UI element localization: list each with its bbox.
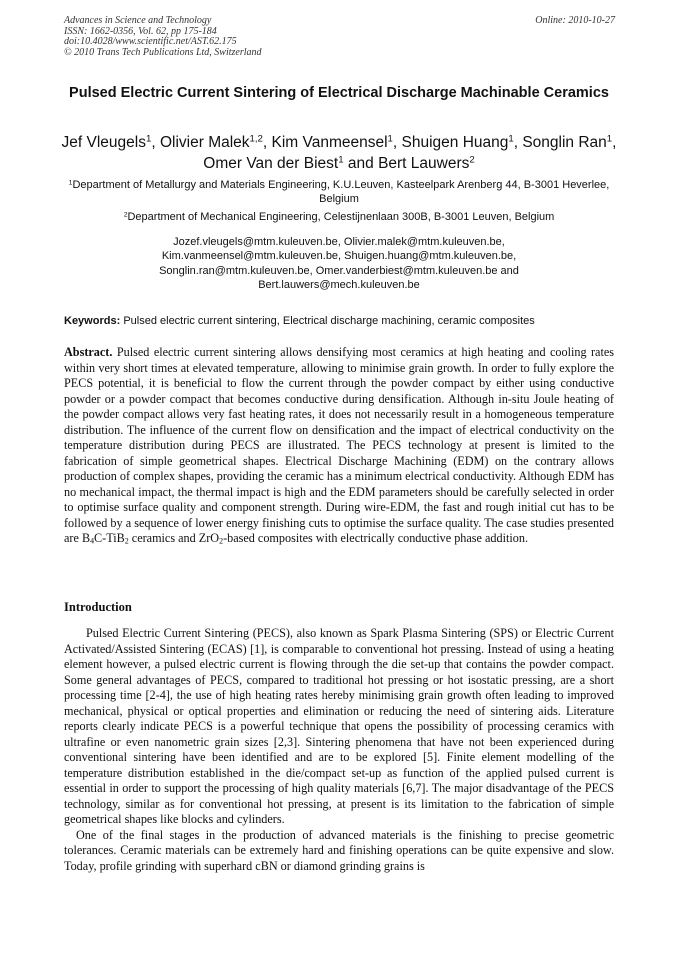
affiliation-2 <box>64 210 614 224</box>
intro-paragraph: One of the final stages in the production of advanced materials is the finishing to precise geometric tolerances. Ceramic materials can be extremely hard and finishing operations can be quite expensive and slow. Today, profile grinding with superhard cBN or diamond grinding grains is <box>64 827 614 873</box>
affiliation-text: Department of Mechanical Engineering, Celestijnenlaan 300B, B-3001 Leuven, Belgium <box>127 211 555 223</box>
copyright-line: © 2010 Trans Tech Publications Ltd, Switzerland <box>64 46 262 58</box>
email-line: Kim.vanmeensel@mtm.kuleuven.be, Shuigen.huang@mtm.kuleuven.be, <box>161 250 517 263</box>
paper-title: Pulsed Electric Current Sintering of Electrical Discharge Machinable Ceramics <box>69 85 609 101</box>
affiliation-mark: 1 <box>68 179 73 187</box>
keywords-label: Keywords: <box>64 315 121 327</box>
doi-line: doi:10.4028/www.scientific.net/AST.62.175 <box>64 36 237 47</box>
author-affiliation-mark: 1 <box>508 133 514 145</box>
keywords-text: Pulsed electric current sintering, Electrical discharge machining, ceramic composites <box>123 315 535 327</box>
affiliation-mark: 2 <box>123 211 128 219</box>
email-line: Jozef.vleugels@mtm.kuleuven.be, Olivier.malek@mtm.kuleuven.be, <box>173 236 505 248</box>
abstract <box>64 345 614 547</box>
email-line: Bert.lauwers@mech.kuleuven.be <box>258 278 420 291</box>
affiliation-1 <box>64 178 614 206</box>
author-affiliation-mark: 1 <box>146 133 152 145</box>
author-affiliation-mark: 1 <box>338 154 344 166</box>
email-line: Songlin.ran@mtm.kuleuven.be, Omer.vanderbiest@mtm.kuleuven.be and <box>159 264 519 277</box>
author-affiliation-mark: 1,2 <box>249 133 263 145</box>
issn-line: ISSN: 1662-0356, Vol. 62, pp 175-184 <box>64 25 217 37</box>
intro-paragraph: Pulsed Electric Current Sintering (PECS), also known as Spark Plasma Sintering (SPS) or Electric Current Activated/Assisted Sintering (ECAS) [1], is comparable to conventional hot pressing. Instead of using a heating element however, a pulsed electric current is flowing through the die set-up that contains the powder compact. Some general advantages of PECS, compared to traditional hot pressing or hot isostatic pressing, are a short processing time [2-4], the use of high heating rates hereby minimising grain growth often leading to improved mechanical, physical or optical properties and elimination or reducing the need of sintering aids. Literature reports clearly indicate PECS is a powerful technique that opens the possibility of processing ceramics with ultrafine or even nanometric grain sizes [2,3]. Sintering phenomena that have not been experienced during conventional sintering have been identified and are to be explored [5]. Finite element modelling of the temperature distribution established in the die/compact set-up as function of the applied pulsed current is essential in order to support the processing of high quality materials [6,7]. The major disadvantage of the PECS technology, similar as for conventional hot pressing, at present is its limitation to the fabrication of simple geometrical shapes like blocks and cylinders. <box>64 626 614 826</box>
author-name: Omer Van der Biest <box>203 155 339 172</box>
author-affiliation-mark: 1 <box>606 133 613 145</box>
abstract-label: Abstract. <box>64 345 113 359</box>
author-name: Olivier Malek <box>159 134 250 151</box>
author-name: Jef Vleugels <box>61 134 146 151</box>
author-name: Shuigen Huang <box>401 134 509 151</box>
journal-header <box>64 16 262 58</box>
author-list: Jef Vleugels$^1$, Olivier Malek$^{1,2}$, Kim Vanmeensel$^1$, Shuigen Huang$^1$, Songlin Ran$^1$, Omer Van der Biest$^1$ and Bert Lauwers$^2$ <box>61 133 617 172</box>
email-list <box>64 235 614 292</box>
author-affiliation-mark: 2 <box>469 154 475 166</box>
affiliation-text: Department of Metallurgy and Materials Engineering, K.U.Leuven, Kasteelpark Arenberg 44, B-3001 Heverlee, Belgium <box>72 179 610 205</box>
abstract-paragraph: Abstract. Pulsed electric current sintering allows densifying most ceramics at high heating and cooling rates within very short times at elevated temperature, allowing to minimise grain growth. In order to fully explore the PECS potential, it is beneficial to flow the current through the powder compact by either using conductive powder or a powder compact that becomes conductive during densification. Although in-situ Joule heating of the powder compact allows very fast heating rates, it does not necessarily result in a homogeneous temperature distribution. The influence of the current flow on densification and the impact of electrical conductivity on the temperature distribution during PECS are illustrated. The PECS technology at present is limited to the fabrication of simple geometrical shapes. Electrical Discharge Machining (EDM) on the contrary allows production of complex shapes, providing the ceramic has a minimum electrical conductivity. Although EDM has no mechanical impact, the thermal impact is high and the EDM parameters should be carefully selected in order to optimise surface quality and component strength. During wire-EDM, the fast and rough initial cut has to be followed by a sequence of lower energy finishing cuts to optimise the surface quality. The case studies presented are $B_4C-TiB_2$ ceramics and ZrO$_2$-based composites with electrically conductive phase addition. <box>64 345 614 546</box>
keywords <box>64 314 616 328</box>
section-heading-introduction: Introduction <box>64 600 132 614</box>
author-affiliation-mark: 1 <box>387 133 393 145</box>
author-name: Kim Vanmeensel <box>271 134 388 151</box>
author-name: Songlin Ran <box>522 134 607 151</box>
author-name: Bert Lauwers <box>378 155 470 172</box>
online-date: Online: 2010-10-27 <box>535 15 615 26</box>
journal-name: Advances in Science and Technology <box>64 15 212 26</box>
introduction-body <box>64 626 614 874</box>
